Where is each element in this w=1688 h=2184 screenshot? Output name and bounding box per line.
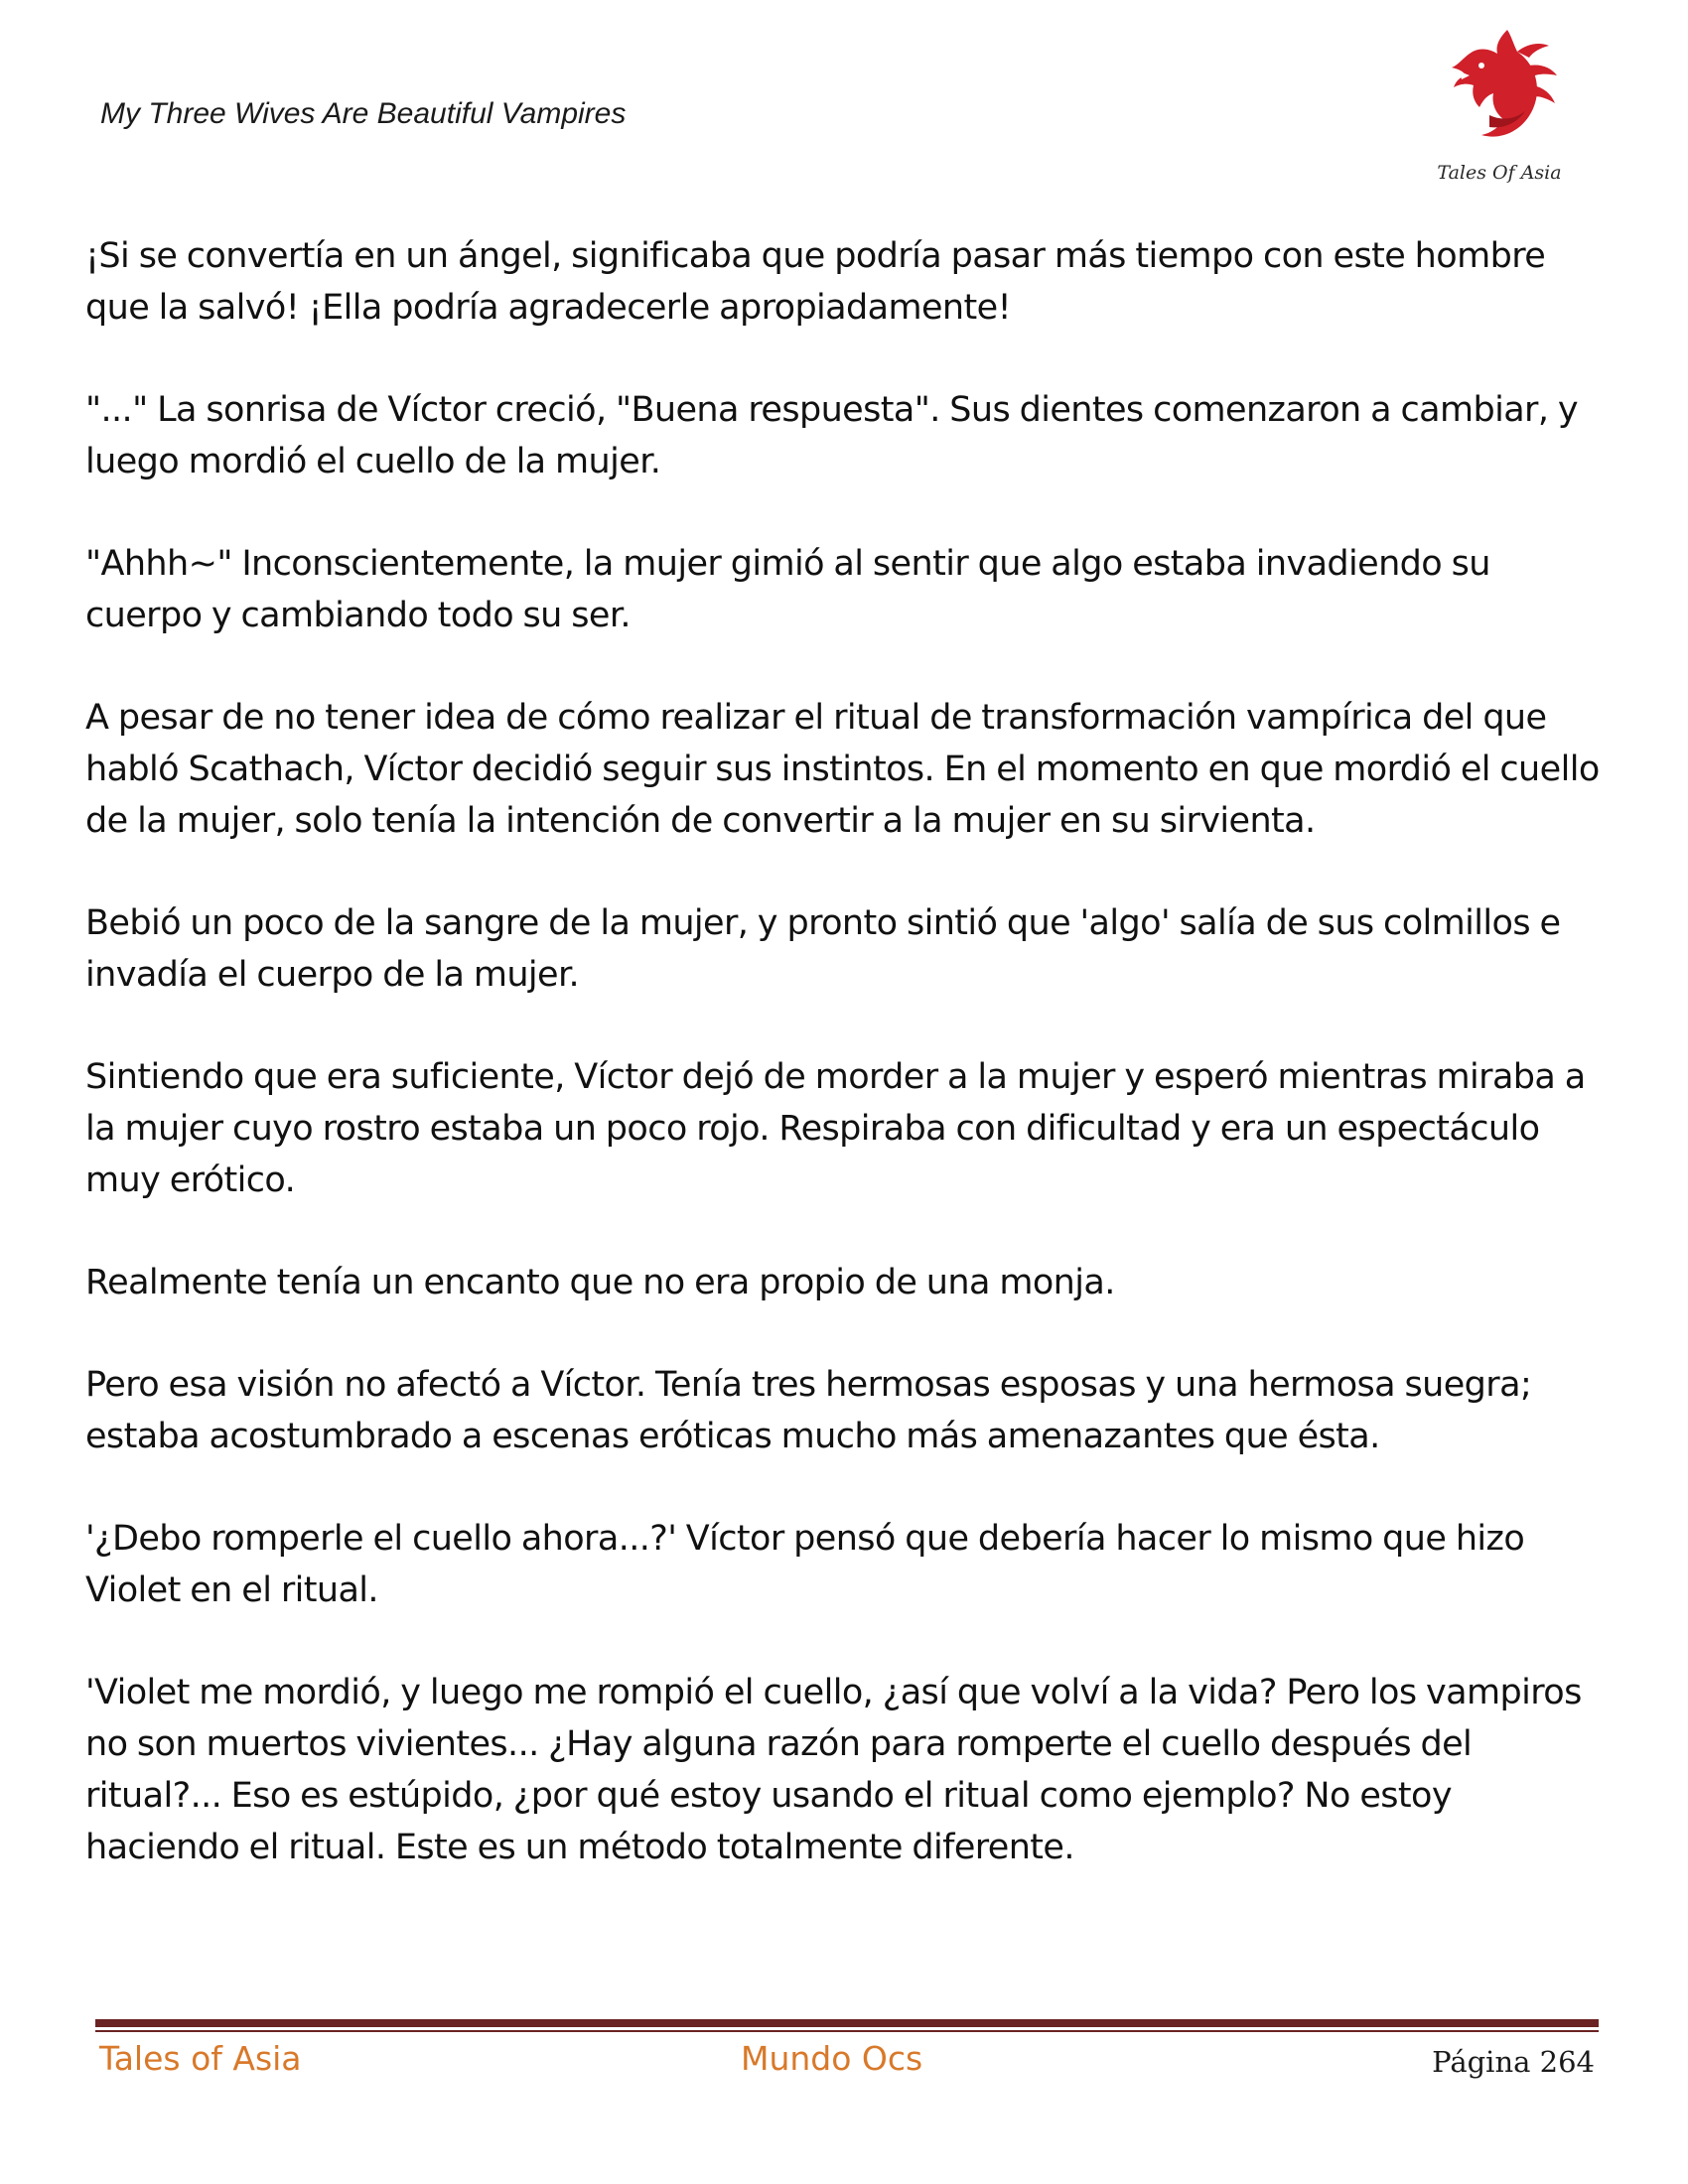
paragraph: A pesar de no tener idea de cómo realizar el ritual de transformación vampírica del que habló Scathach, Víctor decidió seguir sus instintos. En el momento en que mordió el cuello de la mujer, solo tenía la intención de convertir a la mujer en su sirvienta. [85,698,1600,841]
logo-caption: Tales Of Asia [1437,162,1562,184]
footer-rule-thin [95,2030,1599,2032]
book-title: My Three Wives Are Beautiful Vampires [100,97,627,130]
paragraph: Bebió un poco de la sangre de la mujer, y pronto sintió que 'algo' salía de sus colmillos e invadía el cuerpo de la mujer. [85,903,1561,995]
red-dragon-logo-icon [1430,20,1569,159]
footer-rule [95,2019,1599,2027]
paragraph: Pero esa visión no afectó a Víctor. Tenía tres hermosas esposas y una hermosa suegra; estaba acostumbrado a escenas eróticas mucho más amenazantes que ésta. [85,1365,1532,1456]
body-text [85,230,1615,1924]
page-number: Página 264 [1432,2045,1595,2079]
paragraph: "..." La sonrisa de Víctor creció, "Buena respuesta". Sus dientes comenzaron a cambiar, y luego mordió el cuello de la mujer. [85,390,1579,481]
paragraph: "Ahhh~" Inconscientemente, la mujer gimió al sentir que algo estaba invadiendo su cuerpo y cambiando todo su ser. [85,544,1490,635]
paragraph: Realmente tenía un encanto que no era propio de una monja. [85,1263,1115,1302]
footer-publisher: Tales of Asia [99,2039,302,2078]
footer-source: Mundo Ocs [741,2039,923,2078]
paragraph: '¿Debo romperle el cuello ahora...?' Víctor pensó que debería hacer lo mismo que hizo Violet en el ritual. [85,1519,1525,1610]
tales-of-asia-logo [1430,20,1569,184]
paragraph: ¡Si se convertía en un ángel, significaba que podría pasar más tiempo con este hombre que la salvó! ¡Ella podría agradecerle apropiadamente! [85,236,1546,328]
paragraph: Sintiendo que era suficiente, Víctor dejó de morder a la mujer y esperó mientras miraba a la mujer cuyo rostro estaba un poco rojo. Respiraba con dificultad y era un espectáculo muy erótico. [85,1057,1586,1200]
paragraph: 'Violet me mordió, y luego me rompió el cuello, ¿así que volví a la vida? Pero los vampiros no son muertos vivientes... ¿Hay alguna razón para romperte el cuello después del ritual?... Eso es estúpido, ¿por qué estoy usando el ritual como ejemplo? No estoy haciendo el ritual. Este es un método totalmente diferente. [85,1673,1582,1867]
